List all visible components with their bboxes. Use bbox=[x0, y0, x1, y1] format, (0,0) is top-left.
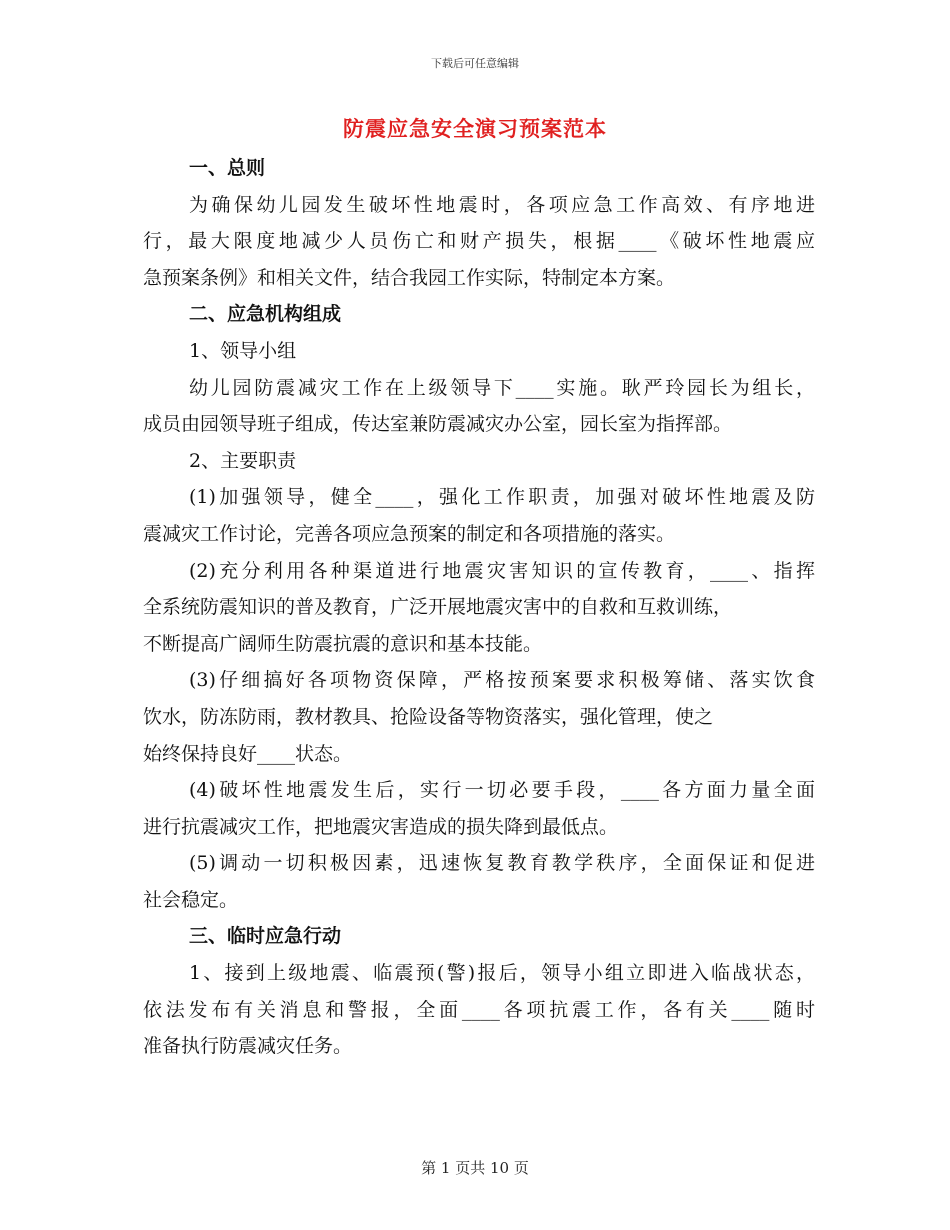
paragraph-line: (3)仔细搞好各项物资保障，严格按预案要求积极筹储、落实饮食 bbox=[189, 669, 815, 692]
section-heading: 三、临时应急行动 bbox=[189, 925, 342, 948]
page-footer: 第 1 页共 10 页 bbox=[421, 1159, 529, 1177]
paragraph-line: 成员由园领导班子组成，传达室兼防震减灾办公室，园长室为指挥部。 bbox=[143, 413, 733, 436]
paragraph-line: 1、接到上级地震、临震预(警)报后，领导小组立即进入临战状态， bbox=[189, 962, 815, 985]
document-title: 防震应急安全演习预案范本 bbox=[343, 117, 607, 141]
paragraph-line: 幼儿园防震减灾工作在上级领导下____实施。耿严玲园长为组长， bbox=[189, 376, 815, 399]
paragraph-line: (1)加强领导，健全____，强化工作职责，加强对破坏性地震及防 bbox=[189, 486, 815, 509]
paragraph-line: 不断提高广阔师生防震抗震的意识和基本技能。 bbox=[143, 632, 543, 655]
section-heading: 一、总则 bbox=[189, 157, 266, 179]
paragraph-line: 社会稳定。 bbox=[143, 888, 239, 911]
header-note: 下载后可任意编辑 bbox=[431, 57, 519, 70]
subsection-heading: 1、领导小组 bbox=[189, 339, 297, 362]
paragraph-line: 依法发布有关消息和警报，全面____各项抗震工作，各有关____随时 bbox=[143, 998, 815, 1021]
paragraph-line: 急预案条例》和相关文件，结合我园工作实际，特制定本方案。 bbox=[143, 266, 676, 289]
paragraph-line: (2)充分利用各种渠道进行地震灾害知识的宣传教育，____、指挥 bbox=[189, 559, 815, 582]
paragraph-line: 行，最大限度地减少人员伤亡和财产损失，根据____《破坏性地震应 bbox=[143, 230, 815, 253]
paragraph-line: 饮水，防冻防雨，教材教具、抢险设备等物资落实，强化管理，使之 bbox=[143, 705, 714, 728]
paragraph-line: 准备执行防震减灾任务。 bbox=[143, 1035, 353, 1058]
section-heading: 二、应急机构组成 bbox=[189, 303, 342, 326]
paragraph-line: 全系统防震知识的普及教育，广泛开展地震灾害中的自救和互救训练， bbox=[143, 596, 733, 619]
paragraph-line: 始终保持良好____状态。 bbox=[143, 742, 353, 765]
paragraph-line: 进行抗震减灾工作，把地震灾害造成的损失降到最低点。 bbox=[143, 815, 619, 838]
document-body bbox=[143, 150, 815, 1065]
paragraph-line: (5)调动一切积极因素，迅速恢复教育教学秩序，全面保证和促进 bbox=[189, 852, 815, 875]
paragraph-line: 为确保幼儿园发生破坏性地震时，各项应急工作高效、有序地进 bbox=[189, 193, 815, 216]
paragraph-line: 震减灾工作讨论，完善各项应急预案的制定和各项措施的落实。 bbox=[143, 522, 676, 545]
paragraph-line: (4)破坏性地震发生后，实行一切必要手段，____各方面力量全面 bbox=[189, 779, 815, 802]
subsection-heading: 2、主要职责 bbox=[189, 449, 297, 472]
